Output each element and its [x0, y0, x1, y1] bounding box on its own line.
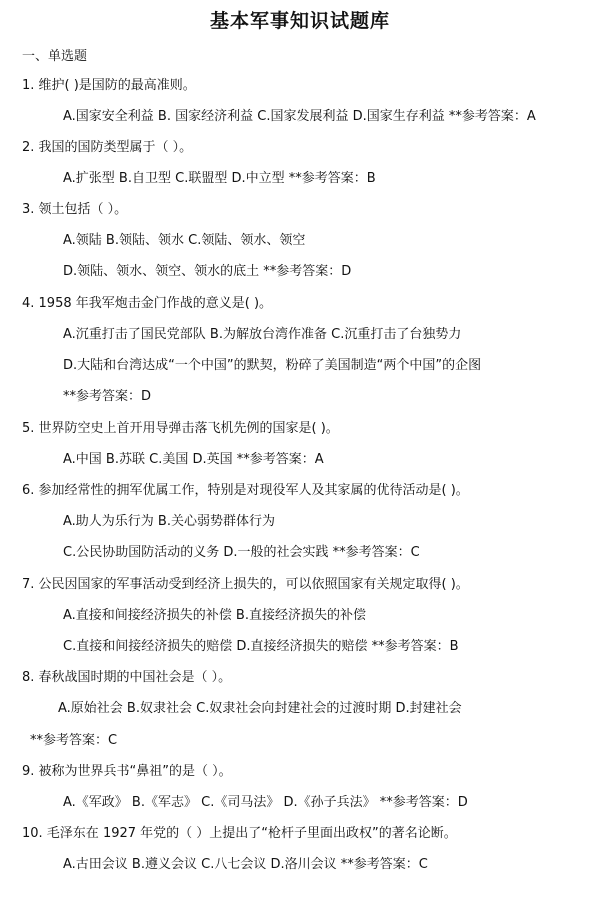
question-2-stem: 2. 我国的国防类型属于（ ）。 [22, 140, 193, 155]
question-6-options-line2: C.公民协助国防活动的义务 D.一般的社会实践 **参考答案：C [63, 545, 420, 560]
question-2-options: A.扩张型 B.自卫型 C.联盟型 D.中立型 **参考答案：B [63, 171, 376, 186]
question-4-options-line2: D.大陆和台湾达成“一个中国”的默契，粉碎了美国制造“两个中国”的企图 [63, 358, 482, 373]
question-1-options: A.国家安全利益 B. 国家经济利益 C.国家发展利益 D.国家生存利益 **参考答案：A [63, 109, 536, 124]
page-title: 基本军事知识试题库 [209, 10, 390, 32]
question-3-options-line2: D.领陆、领水、领空、领水的底土 **参考答案：D [63, 264, 352, 279]
question-1-stem: 1. 维护( )是国防的最高准则。 [22, 78, 196, 93]
question-4-answer: **参考答案：D [63, 389, 152, 404]
question-9-options: A.《军政》 B.《军志》 C.《司马法》 D.《孙子兵法》 **参考答案：D [63, 795, 468, 810]
question-6-stem: 6. 参加经常性的拥军优属工作，特别是对现役军人及其家属的优待活动是( )。 [22, 483, 469, 498]
question-4-options-line1: A.沉重打击了国民党部队 B.为解放台湾作准备 C.沉重打击了台独势力 [63, 327, 462, 342]
question-8-options: A.原始社会 B.奴隶社会 C.奴隶社会向封建社会的过渡时期 D.封建社会 [58, 701, 462, 716]
question-5-stem: 5. 世界防空史上首开用导弹击落飞机先例的国家是( )。 [22, 421, 339, 436]
question-7-stem: 7. 公民因国家的军事活动受到经济上损失的，可以依照国家有关规定取得( )。 [22, 577, 469, 592]
question-7-options-line2: C.直接和间接经济损失的赔偿 D.直接经济损失的赔偿 **参考答案：B [63, 639, 459, 654]
question-4-stem: 4. 1958 年我军炮击金门作战的意义是( )。 [22, 296, 273, 311]
question-7-options-line1: A.直接和间接经济损失的补偿 B.直接经济损失的补偿 [63, 608, 366, 623]
question-8-answer: **参考答案：C [30, 733, 118, 748]
question-9-stem: 9. 被称为世界兵书“鼻祖”的是（ ）。 [22, 764, 232, 779]
question-8-stem: 8. 春秋战国时期的中国社会是（ ）。 [22, 670, 232, 685]
section-heading: 一、单选题 [22, 49, 88, 64]
question-3-stem: 3. 领土包括（ ）。 [22, 202, 128, 217]
question-6-options-line1: A.助人为乐行为 B.关心弱势群体行为 [63, 514, 275, 529]
question-5-options: A.中国 B.苏联 C.美国 D.英国 **参考答案：A [63, 452, 324, 467]
question-10-options: A.古田会议 B.遵义会议 C.八七会议 D.洛川会议 **参考答案：C [63, 857, 428, 872]
question-3-options-line1: A.领陆 B.领陆、领水 C.领陆、领水、领空 [63, 233, 306, 248]
question-10-stem: 10. 毛泽东在 1927 年党的（ ）上提出了“枪杆子里面出政权”的著名论断。 [22, 826, 457, 841]
